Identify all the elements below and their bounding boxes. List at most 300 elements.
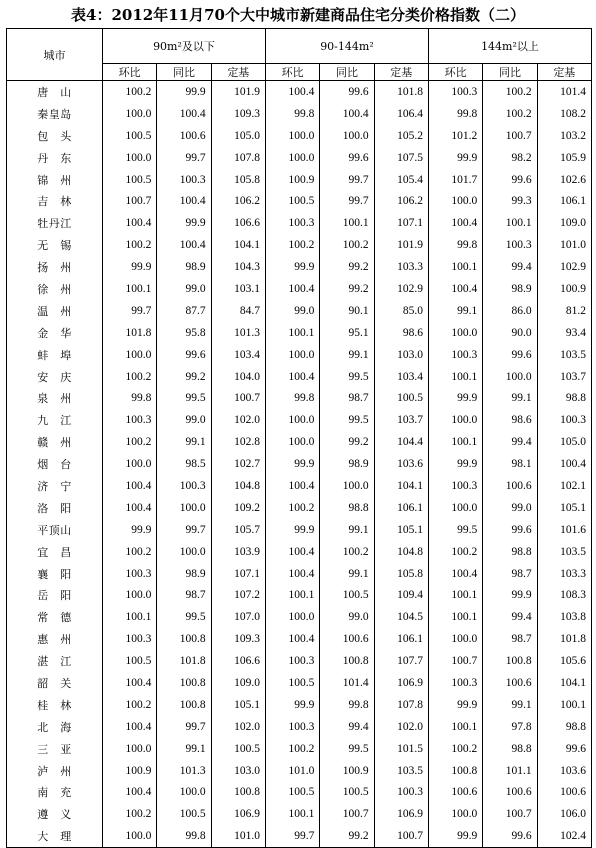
index-value: 101.5 — [374, 738, 428, 760]
index-value: 104.8 — [374, 541, 428, 563]
index-value: 103.2 — [537, 125, 591, 147]
index-value: 103.4 — [211, 344, 265, 366]
index-value: 100.8 — [320, 650, 374, 672]
table-row — [7, 344, 592, 366]
index-value: 99.9 — [428, 825, 482, 847]
table-row — [7, 234, 592, 256]
table-row — [7, 190, 592, 212]
index-value: 100.4 — [320, 103, 374, 125]
index-value: 100.3 — [265, 212, 319, 234]
index-value: 99.9 — [265, 256, 319, 278]
index-value: 104.1 — [374, 475, 428, 497]
index-value: 106.9 — [211, 803, 265, 825]
index-value: 100.8 — [483, 650, 537, 672]
index-value: 103.9 — [211, 541, 265, 563]
index-value: 100.5 — [320, 782, 374, 804]
table-row — [7, 300, 592, 322]
index-value: 100.3 — [428, 81, 482, 103]
table-row — [7, 519, 592, 541]
index-value: 84.7 — [211, 300, 265, 322]
index-value: 98.8 — [483, 541, 537, 563]
index-value: 100.3 — [103, 628, 157, 650]
index-value: 106.0 — [537, 803, 591, 825]
index-value: 107.0 — [211, 606, 265, 628]
city-name: 包 头 — [7, 125, 103, 147]
index-value: 100.9 — [320, 760, 374, 782]
table-row — [7, 716, 592, 738]
city-name: 宜 昌 — [7, 541, 103, 563]
index-value: 100.2 — [103, 803, 157, 825]
index-value: 100.3 — [103, 563, 157, 585]
index-value: 98.8 — [537, 716, 591, 738]
index-value: 103.7 — [537, 366, 591, 388]
index-value: 100.0 — [157, 497, 211, 519]
index-value: 101.0 — [537, 234, 591, 256]
index-value: 101.4 — [537, 81, 591, 103]
table-row — [7, 147, 592, 169]
index-value: 100.2 — [265, 497, 319, 519]
index-value: 109.3 — [211, 628, 265, 650]
index-value: 100.3 — [537, 409, 591, 431]
index-value: 105.2 — [374, 125, 428, 147]
subheader-mom: 环比 — [103, 64, 157, 81]
index-value: 90.1 — [320, 300, 374, 322]
index-value: 99.6 — [537, 738, 591, 760]
index-value: 99.1 — [483, 694, 537, 716]
table-row — [7, 803, 592, 825]
index-value: 99.5 — [157, 606, 211, 628]
index-value: 105.1 — [211, 694, 265, 716]
index-value: 98.9 — [483, 278, 537, 300]
index-value: 99.9 — [428, 453, 482, 475]
index-value: 101.9 — [374, 234, 428, 256]
index-value: 100.0 — [157, 541, 211, 563]
index-value: 102.0 — [374, 716, 428, 738]
index-value: 103.0 — [374, 344, 428, 366]
index-value: 99.9 — [265, 519, 319, 541]
index-value: 100.5 — [265, 672, 319, 694]
index-value: 100.5 — [211, 738, 265, 760]
index-value: 100.8 — [157, 672, 211, 694]
index-value: 99.9 — [103, 256, 157, 278]
index-value: 101.1 — [483, 760, 537, 782]
index-value: 100.4 — [103, 497, 157, 519]
index-value: 100.4 — [428, 278, 482, 300]
city-name: 唐 山 — [7, 81, 103, 103]
price-index-table — [6, 28, 592, 848]
table-row — [7, 782, 592, 804]
index-value: 100.7 — [103, 190, 157, 212]
index-value: 98.8 — [483, 738, 537, 760]
table-row — [7, 387, 592, 409]
index-value: 100.0 — [265, 125, 319, 147]
index-value: 100.5 — [320, 584, 374, 606]
index-value: 99.1 — [320, 519, 374, 541]
index-value: 99.6 — [483, 344, 537, 366]
table-title: 表4：2012年11月70个大中城市新建商品住宅分类价格指数（二） — [71, 6, 525, 24]
index-value: 99.8 — [428, 103, 482, 125]
index-value: 99.1 — [157, 431, 211, 453]
city-name: 平顶山 — [7, 519, 103, 541]
index-value: 100.4 — [428, 212, 482, 234]
index-value: 98.2 — [483, 147, 537, 169]
index-value: 98.7 — [483, 563, 537, 585]
index-value: 100.0 — [103, 344, 157, 366]
index-value: 86.0 — [483, 300, 537, 322]
index-value: 105.6 — [537, 650, 591, 672]
index-value: 100.9 — [103, 760, 157, 782]
index-value: 99.1 — [157, 738, 211, 760]
index-value: 102.1 — [537, 475, 591, 497]
index-value: 99.9 — [157, 212, 211, 234]
index-value: 109.0 — [211, 672, 265, 694]
index-value: 100.8 — [157, 628, 211, 650]
index-value: 103.5 — [537, 344, 591, 366]
index-value: 99.9 — [428, 694, 482, 716]
index-value: 100.2 — [103, 694, 157, 716]
table-row — [7, 563, 592, 585]
table-row — [7, 694, 592, 716]
city-name: 惠 州 — [7, 628, 103, 650]
index-value: 100.5 — [103, 650, 157, 672]
index-value: 100.0 — [103, 738, 157, 760]
city-name: 南 充 — [7, 782, 103, 804]
index-value: 100.8 — [157, 694, 211, 716]
index-value: 98.1 — [483, 453, 537, 475]
table-row — [7, 453, 592, 475]
index-value: 100.7 — [374, 825, 428, 847]
index-value: 99.7 — [320, 190, 374, 212]
index-value: 99.8 — [157, 825, 211, 847]
index-value: 99.7 — [320, 169, 374, 191]
city-name: 泉 州 — [7, 387, 103, 409]
index-value: 108.2 — [537, 103, 591, 125]
table-row — [7, 606, 592, 628]
table-row — [7, 541, 592, 563]
group-header-large: 144m²以上 — [428, 29, 591, 64]
group-header-small: 90m²及以下 — [103, 29, 266, 64]
city-name: 济 宁 — [7, 475, 103, 497]
index-value: 103.1 — [211, 278, 265, 300]
table-row — [7, 81, 592, 103]
index-value: 100.3 — [374, 782, 428, 804]
index-value: 98.7 — [157, 584, 211, 606]
index-value: 100.7 — [211, 387, 265, 409]
index-value: 99.7 — [157, 147, 211, 169]
index-value: 100.0 — [103, 825, 157, 847]
index-value: 99.2 — [320, 431, 374, 453]
index-value: 99.8 — [265, 103, 319, 125]
index-value: 100.2 — [103, 366, 157, 388]
city-name: 湛 江 — [7, 650, 103, 672]
city-name: 襄 阳 — [7, 563, 103, 585]
index-value: 106.2 — [374, 190, 428, 212]
city-name: 大 理 — [7, 825, 103, 847]
index-value: 99.6 — [320, 147, 374, 169]
index-value: 100.2 — [428, 738, 482, 760]
index-value: 102.0 — [211, 409, 265, 431]
index-value: 100.4 — [103, 716, 157, 738]
index-value: 99.7 — [157, 716, 211, 738]
index-value: 103.5 — [374, 760, 428, 782]
index-value: 105.1 — [537, 497, 591, 519]
index-value: 105.0 — [211, 125, 265, 147]
index-value: 98.9 — [157, 256, 211, 278]
index-value: 99.5 — [320, 366, 374, 388]
index-value: 104.8 — [211, 475, 265, 497]
index-value: 100.0 — [428, 628, 482, 650]
city-name: 金 华 — [7, 322, 103, 344]
index-value: 100.6 — [483, 475, 537, 497]
index-value: 98.9 — [157, 563, 211, 585]
index-value: 100.3 — [157, 475, 211, 497]
index-value: 104.0 — [211, 366, 265, 388]
index-value: 107.1 — [211, 563, 265, 585]
index-value: 99.5 — [428, 519, 482, 541]
city-name: 九 江 — [7, 409, 103, 431]
index-value: 103.5 — [537, 541, 591, 563]
index-value: 99.4 — [483, 256, 537, 278]
index-value: 107.8 — [211, 147, 265, 169]
subheader-mom: 环比 — [428, 64, 482, 81]
index-value: 100.0 — [103, 584, 157, 606]
index-value: 95.8 — [157, 322, 211, 344]
table-row — [7, 760, 592, 782]
index-value: 101.8 — [537, 628, 591, 650]
table-row — [7, 103, 592, 125]
index-value: 109.4 — [374, 584, 428, 606]
index-value: 99.2 — [320, 256, 374, 278]
index-value: 99.5 — [320, 738, 374, 760]
index-value: 99.2 — [320, 825, 374, 847]
index-value: 100.4 — [103, 212, 157, 234]
city-name: 泸 州 — [7, 760, 103, 782]
index-value: 106.6 — [211, 212, 265, 234]
index-value: 101.8 — [157, 650, 211, 672]
city-name: 温 州 — [7, 300, 103, 322]
index-value: 100.0 — [265, 431, 319, 453]
index-value: 100.0 — [265, 147, 319, 169]
index-value: 100.1 — [428, 716, 482, 738]
index-value: 100.5 — [265, 782, 319, 804]
index-value: 100.1 — [483, 212, 537, 234]
index-value: 102.9 — [537, 256, 591, 278]
index-value: 98.6 — [374, 322, 428, 344]
index-value: 98.5 — [157, 453, 211, 475]
table-row — [7, 584, 592, 606]
city-name: 三 亚 — [7, 738, 103, 760]
index-value: 104.4 — [374, 431, 428, 453]
index-value: 99.9 — [265, 453, 319, 475]
index-value: 100.0 — [320, 475, 374, 497]
index-value: 100.2 — [320, 541, 374, 563]
index-value: 100.3 — [428, 344, 482, 366]
index-value: 109.2 — [211, 497, 265, 519]
index-value: 100.4 — [103, 782, 157, 804]
index-value: 99.8 — [428, 234, 482, 256]
index-value: 101.4 — [320, 672, 374, 694]
index-value: 99.6 — [320, 81, 374, 103]
index-value: 100.9 — [265, 169, 319, 191]
city-header: 城市 — [7, 29, 103, 81]
city-name: 烟 台 — [7, 453, 103, 475]
index-value: 100.0 — [428, 803, 482, 825]
index-value: 99.8 — [103, 387, 157, 409]
index-value: 100.1 — [428, 584, 482, 606]
index-value: 100.4 — [265, 278, 319, 300]
index-value: 98.7 — [483, 628, 537, 650]
index-value: 107.5 — [374, 147, 428, 169]
table-row — [7, 475, 592, 497]
table-row — [7, 738, 592, 760]
index-value: 99.8 — [320, 694, 374, 716]
index-value: 81.2 — [537, 300, 591, 322]
index-value: 99.1 — [320, 563, 374, 585]
index-value: 102.0 — [211, 716, 265, 738]
index-value: 99.0 — [320, 606, 374, 628]
index-value: 109.3 — [211, 103, 265, 125]
index-value: 100.4 — [265, 628, 319, 650]
table-row — [7, 409, 592, 431]
index-value: 106.1 — [537, 190, 591, 212]
index-value: 103.6 — [537, 760, 591, 782]
index-value: 100.5 — [157, 803, 211, 825]
city-name: 秦皇岛 — [7, 103, 103, 125]
index-value: 103.0 — [211, 760, 265, 782]
index-value: 100.2 — [103, 81, 157, 103]
city-name: 丹 东 — [7, 147, 103, 169]
index-value: 100.1 — [265, 584, 319, 606]
index-value: 100.0 — [103, 147, 157, 169]
index-value: 108.3 — [537, 584, 591, 606]
index-value: 90.0 — [483, 322, 537, 344]
index-value: 99.1 — [320, 344, 374, 366]
index-value: 99.4 — [483, 431, 537, 453]
index-value: 102.8 — [211, 431, 265, 453]
index-value: 105.8 — [211, 169, 265, 191]
table-row — [7, 256, 592, 278]
table-row — [7, 322, 592, 344]
index-value: 98.8 — [537, 387, 591, 409]
index-value: 100.8 — [211, 782, 265, 804]
index-value: 100.1 — [320, 212, 374, 234]
city-name: 安 庆 — [7, 366, 103, 388]
table-row — [7, 366, 592, 388]
index-value: 98.6 — [483, 409, 537, 431]
index-value: 105.0 — [537, 431, 591, 453]
index-value: 100.6 — [157, 125, 211, 147]
index-value: 106.6 — [211, 650, 265, 672]
index-value: 106.2 — [211, 190, 265, 212]
city-name: 北 海 — [7, 716, 103, 738]
index-value: 100.2 — [320, 234, 374, 256]
index-value: 99.6 — [483, 519, 537, 541]
index-value: 100.0 — [103, 103, 157, 125]
index-value: 100.9 — [537, 278, 591, 300]
index-value: 100.1 — [428, 431, 482, 453]
city-name: 吉 林 — [7, 190, 103, 212]
index-value: 106.4 — [374, 103, 428, 125]
index-value: 101.9 — [211, 81, 265, 103]
index-value: 100.2 — [103, 541, 157, 563]
index-value: 93.4 — [537, 322, 591, 344]
subheader-base: 定基 — [374, 64, 428, 81]
city-name: 桂 林 — [7, 694, 103, 716]
index-value: 100.1 — [265, 322, 319, 344]
index-value: 100.6 — [483, 782, 537, 804]
subheader-base: 定基 — [537, 64, 591, 81]
index-value: 99.1 — [428, 300, 482, 322]
index-value: 100.0 — [483, 366, 537, 388]
index-value: 107.8 — [374, 694, 428, 716]
index-value: 99.6 — [483, 825, 537, 847]
index-value: 102.9 — [374, 278, 428, 300]
index-value: 100.0 — [265, 409, 319, 431]
index-value: 100.0 — [103, 453, 157, 475]
index-value: 100.6 — [320, 628, 374, 650]
index-value: 100.0 — [428, 409, 482, 431]
index-value: 100.0 — [428, 497, 482, 519]
table-row — [7, 125, 592, 147]
index-value: 99.0 — [157, 278, 211, 300]
index-value: 100.4 — [157, 103, 211, 125]
index-value: 105.9 — [537, 147, 591, 169]
index-value: 97.8 — [483, 716, 537, 738]
index-value: 100.1 — [103, 606, 157, 628]
index-value: 107.1 — [374, 212, 428, 234]
city-name: 赣 州 — [7, 431, 103, 453]
index-value: 100.0 — [428, 190, 482, 212]
index-value: 100.5 — [103, 169, 157, 191]
index-value: 100.3 — [157, 169, 211, 191]
index-value: 98.8 — [320, 497, 374, 519]
city-name: 洛 阳 — [7, 497, 103, 519]
city-name: 岳 阳 — [7, 584, 103, 606]
index-value: 105.7 — [211, 519, 265, 541]
table-row — [7, 672, 592, 694]
index-value: 101.7 — [428, 169, 482, 191]
index-value: 100.1 — [537, 694, 591, 716]
index-value: 105.1 — [374, 519, 428, 541]
index-value: 101.6 — [537, 519, 591, 541]
index-value: 100.0 — [265, 606, 319, 628]
index-value: 100.0 — [428, 322, 482, 344]
index-value: 100.4 — [265, 563, 319, 585]
index-value: 100.1 — [265, 803, 319, 825]
city-name: 遵 义 — [7, 803, 103, 825]
index-value: 100.6 — [483, 672, 537, 694]
index-value: 99.9 — [428, 147, 482, 169]
index-value: 85.0 — [374, 300, 428, 322]
index-value: 100.1 — [428, 366, 482, 388]
index-value: 100.4 — [157, 234, 211, 256]
index-value: 109.0 — [537, 212, 591, 234]
city-name: 蚌 埠 — [7, 344, 103, 366]
index-value: 100.6 — [428, 782, 482, 804]
index-value: 99.9 — [103, 519, 157, 541]
index-value: 99.7 — [157, 519, 211, 541]
index-value: 99.8 — [265, 387, 319, 409]
index-value: 100.5 — [103, 125, 157, 147]
index-value: 99.6 — [157, 344, 211, 366]
index-value: 101.8 — [103, 322, 157, 344]
index-value: 100.3 — [265, 650, 319, 672]
index-value: 101.0 — [265, 760, 319, 782]
index-value: 101.0 — [211, 825, 265, 847]
group-header-medium: 90-144m² — [265, 29, 428, 64]
index-value: 99.9 — [157, 81, 211, 103]
index-value: 99.9 — [483, 584, 537, 606]
